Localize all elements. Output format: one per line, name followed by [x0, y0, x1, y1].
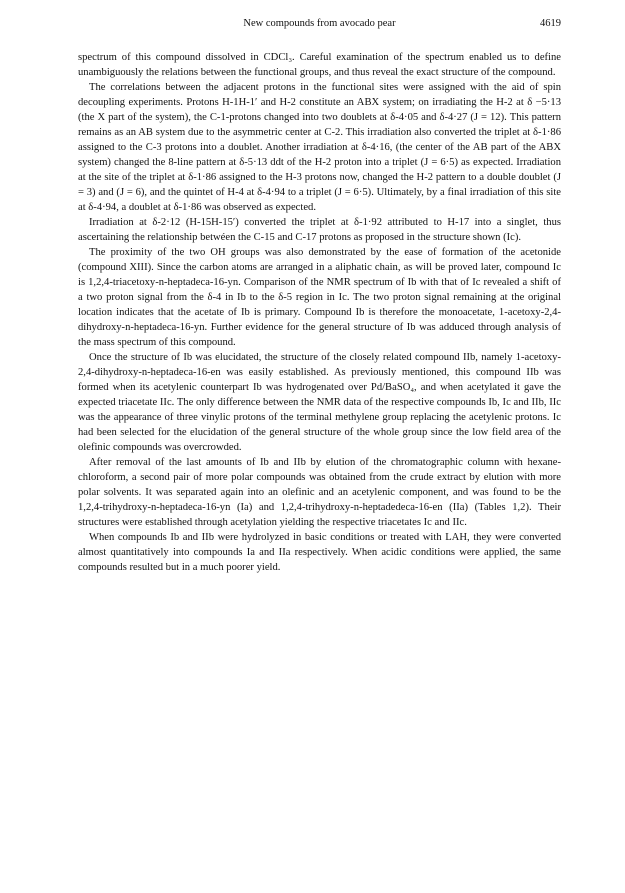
paragraph-continuation: spectrum of this compound dissolved in CDCl₃. Careful examination of the spectrum enabled us to define unambiguously the relations between the functional groups, and thus reveal the exact structure of the compound.	[78, 52, 561, 78]
body-text	[78, 50, 561, 575]
paragraph-irradiation: Irradiation at δ-2·12 (H-15H-15′) converted the triplet at δ-1·92 attributed to H-17 into a singlet, thus ascertaining the relationship betwéen the C-15 and C-17 protons as proposed in the structure shown (Ic).	[78, 217, 561, 243]
paragraph-hydrolysis: When compounds Ib and IIb were hydrolyzed in basic conditions or treated with LAH, they were converted almost quantitatively into compounds Ia and IIa respectively. When acidic conditions were applied, the same compounds resulted but in a much poorer yield.	[78, 532, 561, 573]
paragraph-spin-decoupling: The correlations between the adjacent protons in the functional sites were assigned with the aid of spin decoupling experiments. Protons H-1H-1′ and H-2 constitute an ABX system; on irradiating the H-2 at δ −5·13 (the X part of the system), the C-1-protons changed into two doublets at δ-4·05 and δ-4·27 (J = 12). This pattern remains as an AB system due to the asymmetric center at C-2. This irradiation also converted the triplet at δ-1·86 assigned to the C-3 protons into a doublet. Another irradiation at δ-4·16, (the center of the AB part of the ABX system) changed the 8-line pattern at δ-5·13 ddt of the H-2 proton into a triplet (J = 6·5) as expected. Irradiation at the site of the triplet at δ-1·86 assigned to the H-3 protons now, changed the H-2 pattern to a double doublet (J = 3) and (J = 6), and the quintet of H-4 at δ-4·94 to a triplet (J = 6·5). Ultimately, by a final irradiation of this site at δ-4·94, a doublet at δ-1·86 was observed as expected.	[78, 82, 561, 213]
paragraph-polar-compounds: After removal of the last amounts of Ib and IIb by elution of the chromatographic column with hexane-chloroform, a second pair of more polar compounds was obtained from the crude extract by elution with more polar solvents. It was separated again into an olefinic and an acetylenic component, and was found to be the 1,2,4-trihydroxy-n-heptadeca-16-yn (Ia) and 1,2,4-trihydroxy-n-heptadedeca-16-en (IIa) (Tables 1,2). Their structures were established through acetylation yielding the respective triacetates Ic and IIc.	[78, 457, 561, 528]
running-head	[78, 18, 561, 34]
running-title: New compounds from avocado pear	[243, 18, 396, 29]
paragraph-compound-iib: Once the structure of Ib was elucidated, the structure of the closely related compound IIb, namely 1-acetoxy-2,4-dihydroxy-n-heptadeca-16-en was easily established. As previously mentioned, this compound IIb was formed when its acetylenic counterpart Ib was hydrogenated over Pd/BaSO₄, and when acetylated it gave the expected triacetate IIc. The only difference between the NMR data of the respective compounds Ib, Ic and IIb, IIc was the appearance of three vinylic protons of the terminal methylene group replacing the acetylenic protons. Ic had been selected for the elucidation of the general structure of the whole group since the low field area of the olefinic compounds was overcrowded.	[78, 352, 561, 453]
paragraph-acetonide: The proximity of the two OH groups was also demonstrated by the ease of formation of the acetonide (compound XIII). Since the carbon atoms are arranged in a aliphatic chain, as will be proved later, compound Ic is 1,2,4-triacetoxy-n-heptadeca-16-yn. Comparison of the NMR spectrum of Ib with that of Ic revealed a shift of a two proton signal from the δ-4 in Ib to the δ-5 region in Ic. The two proton signal remaining at the original location indicates that the acetate of Ib is primary. Compound Ib is therefore the monoacetate, 1-acetoxy-2,4-dihydroxy-n-heptadeca-16-yn. Further evidence for the general structure of Ib was adduced through analysis of the mass spectrum of this compound.	[78, 247, 561, 348]
page-number: 4619	[540, 18, 561, 29]
